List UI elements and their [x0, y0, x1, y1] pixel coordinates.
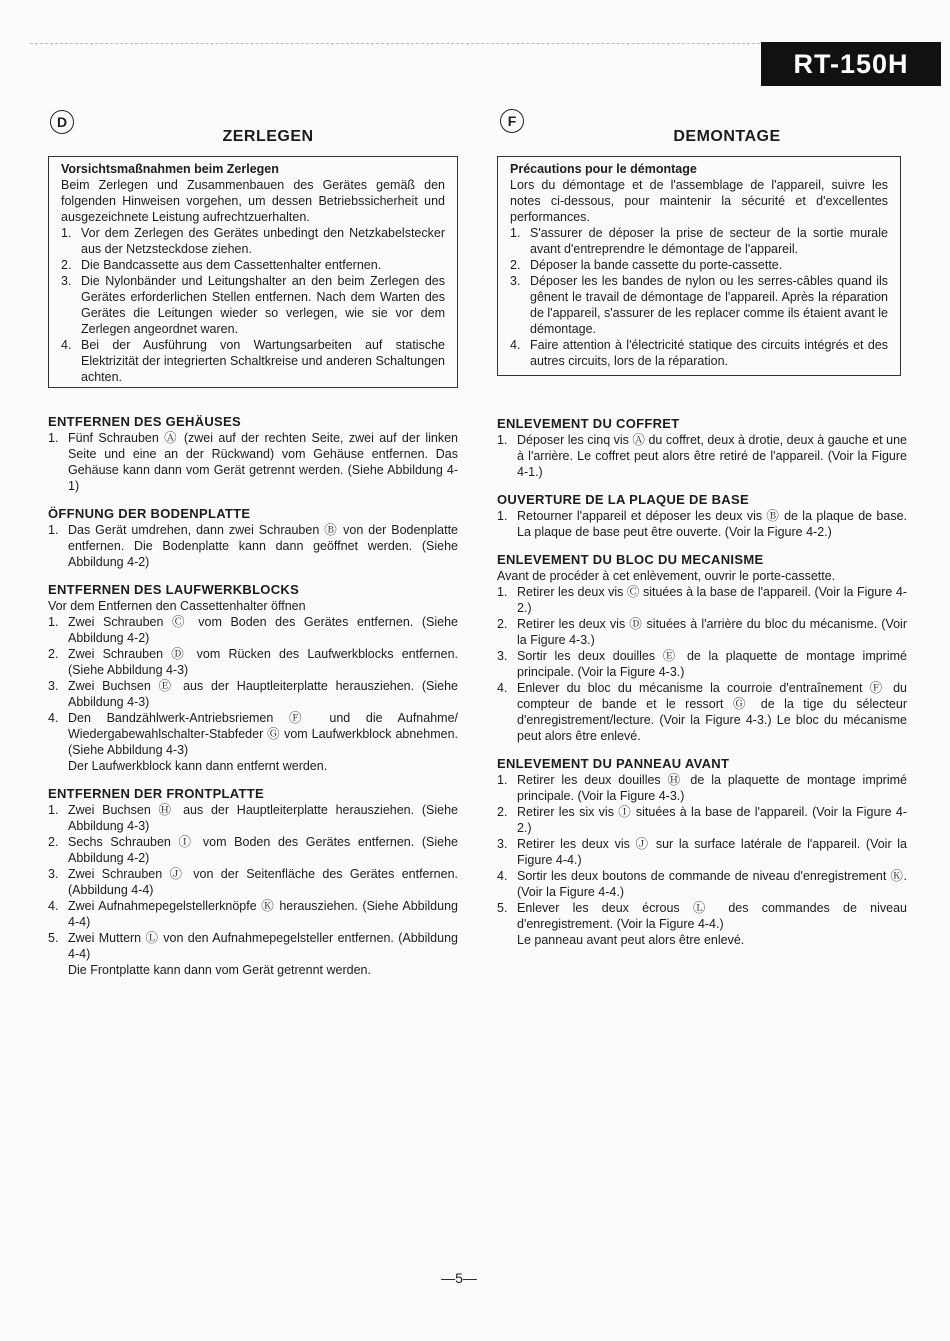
section-title: ÖFFNUNG DER BODENPLATTE: [48, 506, 251, 521]
section-steps: [48, 430, 458, 494]
list-item: [61, 337, 445, 385]
list-number: 3.: [497, 649, 508, 663]
list-item: [48, 802, 458, 834]
list-text: Sortir les deux boutons de commande de niveau d'enregistrement Ⓚ. (Voir la Figure 4-4.): [517, 869, 907, 899]
list-text: Déposer les les bandes de nylon ou les serres-câbles quand ils gênent le travail de démontage de l'appareil. Après la réparation de l'appareil, s'assurer de les replacer comme ils étaient avant le démontage.: [530, 274, 888, 336]
list-text: Den Bandzählwerk-Antriebsriemen Ⓕ und die Aufnahme/ Wiedergabewahlschalter-Stabfeder Ⓖ vom Laufwerkblock abnehmen. (Siehe Abbildung 4-3): [68, 711, 458, 757]
list-number: 2.: [61, 258, 72, 272]
german-precautions-box: [48, 156, 458, 388]
list-item: [48, 646, 458, 678]
list-item: [497, 868, 907, 900]
precautions-text: Beim Zerlegen und Zusammenbauen des Gerätes gemäß den folgenden Hinweisen vorgehen, um dessen Betriebssicherheit und ausgezeichnete Leistung aufrechtzuerhalten.: [61, 178, 445, 224]
list-text: Sechs Schrauben Ⓘ vom Boden des Gerätes entfernen. (Siehe Abbildung 4-2): [68, 835, 458, 865]
list-number: 1.: [497, 433, 508, 447]
model-badge: RT-150H: [761, 42, 941, 86]
list-number: 4.: [497, 681, 508, 695]
list-text: Faire attention à l'électricité statique des circuits intégrés et des autres circuits, lors de la réparation.: [530, 338, 888, 368]
list-text: Zwei Buchsen Ⓗ aus der Hauptleiterplatte herausziehen. (Siehe Abbildung 4-3): [68, 803, 458, 833]
list-number: 2.: [510, 258, 521, 272]
section-steps: [48, 614, 458, 758]
list-text: Retourner l'appareil et déposer les deux vis Ⓑ de la plaque de base. La plaque de base peut être ouverte. (Voir la Figure 4-2.): [517, 509, 907, 539]
list-text: Das Gerät umdrehen, dann zwei Schrauben Ⓑ von der Bodenplatte entfernen. Die Bodenplatte kann dann geöffnet werden. (Siehe Abbildung 4-2): [68, 523, 458, 569]
list-number: 3.: [48, 679, 59, 693]
list-item: [61, 225, 445, 257]
list-number: 4.: [61, 338, 72, 352]
list-text: Zwei Buchsen Ⓔ aus der Hauptleiterplatte herausziehen. (Siehe Abbildung 4-3): [68, 679, 458, 709]
german-sections: [48, 414, 458, 990]
list-item: [497, 432, 907, 480]
list-text: Fünf Schrauben Ⓐ (zwei auf der rechten Seite, zwei auf der linken Seite und eine an der Rückwand) vom Gehäuse entfernen. Das Gehäuse kann dann vom Gerät getrennt werden. (Siehe Abbildung 4-1): [68, 431, 458, 493]
german-header: [48, 108, 458, 156]
list-item: [497, 836, 907, 868]
list-number: 1.: [48, 615, 59, 629]
section-title: ENLEVEMENT DU BLOC DU MECANISME: [497, 552, 764, 567]
list-item: [48, 898, 458, 930]
precautions-title: Vorsichtsmaßnahmen beim Zerlegen: [61, 162, 279, 176]
list-text: Enlever du bloc du mécanisme la courroie d'entraînement Ⓕ du compteur de bande et le ressort Ⓖ de la tige du sélecteur d'enregistrement/lecture. (Voir la Figure 4-3.) Le bloc du mécanisme peut alors être enlevé.: [517, 681, 907, 743]
list-item: [510, 337, 888, 369]
procedure-section: [497, 552, 907, 744]
list-text: Bei der Ausführung von Wartungsarbeiten auf statische Elektrizität der integrierten Schaltkreise und anderen Schaltungen achten.: [81, 338, 445, 384]
list-text: Retirer les six vis Ⓘ situées à la base de l'appareil. (Voir la Figure 4-2.): [517, 805, 907, 835]
section-title: ENTFERNEN DES GEHÄUSES: [48, 414, 241, 429]
list-number: 2.: [497, 617, 508, 631]
list-number: 3.: [61, 274, 72, 288]
section-note: Die Frontplatte kann dann vom Gerät getrennt werden.: [68, 963, 371, 977]
list-item: [48, 710, 458, 758]
list-item: [497, 648, 907, 680]
list-text: Zwei Aufnahmepegelstellerknöpfe Ⓚ herausziehen. (Siehe Abbildung 4-4): [68, 899, 458, 929]
list-number: 3.: [48, 867, 59, 881]
list-number: 1.: [48, 523, 59, 537]
list-number: 3.: [497, 837, 508, 851]
list-text: Enlever les deux écrous Ⓛ des commandes de niveau d'enregistrement. (Voir la Figure 4-4.): [517, 901, 907, 931]
section-note: Der Laufwerkblock kann dann entfernt werden.: [68, 759, 328, 773]
section-intro: Avant de procéder à cet enlèvement, ouvrir le porte-cassette.: [497, 569, 836, 583]
section-title: ENLEVEMENT DU PANNEAU AVANT: [497, 756, 730, 771]
french-sections: [497, 416, 907, 960]
precautions-list: [61, 225, 445, 385]
list-number: 3.: [510, 274, 521, 288]
precautions-text: Lors du démontage et de l'assemblage de l'appareil, suivre les notes ci-dessous, pour maintenir la sécurité et d'excellentes performances.: [510, 178, 888, 224]
list-text: Déposer la bande cassette du porte-cassette.: [530, 258, 783, 272]
german-column: [48, 108, 458, 977]
header-rule: [30, 43, 760, 44]
section-steps: [48, 802, 458, 962]
list-item: [48, 866, 458, 898]
french-precautions-box: [497, 156, 901, 376]
list-item: [48, 678, 458, 710]
list-number: 4.: [48, 899, 59, 913]
list-text: Zwei Schrauben Ⓙ von der Seitenfläche des Gerätes entfernen. (Abbildung 4-4): [68, 867, 458, 897]
list-text: Retirer les deux vis Ⓒ situées à la base de l'appareil. (Voir la Figure 4-2.): [517, 585, 907, 615]
section-title: ENTFERNEN DES LAUFWERKBLOCKS: [48, 582, 300, 597]
procedure-section: [48, 582, 458, 774]
procedure-section: [48, 414, 458, 494]
french-title: DEMONTAGE: [673, 128, 781, 145]
list-item: [497, 804, 907, 836]
procedure-section: [48, 506, 458, 570]
section-title: OUVERTURE DE LA PLAQUE DE BASE: [497, 492, 749, 507]
procedure-section: [497, 416, 907, 480]
list-text: Déposer les cinq vis Ⓐ du coffret, deux à drotie, deux à gauche et une à l'arrière. Le coffret peut alors être retiré de l'appareil. (Voir la Figure 4-1.): [517, 433, 907, 479]
list-item: [48, 430, 458, 494]
page-number: —5—: [441, 1270, 477, 1286]
list-number: 1.: [497, 509, 508, 523]
section-steps: [497, 772, 907, 932]
list-item: [497, 584, 907, 616]
section-steps: [497, 508, 907, 540]
list-number: 5.: [497, 901, 508, 915]
list-number: 4.: [48, 711, 59, 725]
list-text: Zwei Schrauben Ⓒ vom Boden des Gerätes entfernen. (Siehe Abbildung 4-2): [68, 615, 458, 645]
section-steps: [48, 522, 458, 570]
french-header: [497, 108, 907, 156]
list-item: [497, 616, 907, 648]
list-number: 2.: [48, 647, 59, 661]
list-item: [510, 257, 888, 273]
list-text: Zwei Muttern Ⓛ von den Aufnahmepegelsteller entfernen. (Abbildung 4-4): [68, 931, 458, 961]
language-marker-d: D: [50, 110, 74, 134]
list-number: 4.: [510, 338, 521, 352]
list-item: [497, 680, 907, 744]
list-number: 1.: [497, 585, 508, 599]
list-number: 4.: [497, 869, 508, 883]
list-number: 1.: [510, 226, 521, 240]
list-item: [61, 273, 445, 337]
list-text: Vor dem Zerlegen des Gerätes unbedingt den Netzkabelstecker aus der Netzsteckdose ziehen.: [81, 226, 445, 256]
list-item: [48, 834, 458, 866]
german-title: ZERLEGEN: [222, 128, 314, 145]
list-item: [497, 900, 907, 932]
list-text: Die Bandcassette aus dem Cassettenhalter entfernen.: [81, 258, 382, 272]
list-item: [497, 508, 907, 540]
list-number: 1.: [48, 431, 59, 445]
section-note: Le panneau avant peut alors être enlevé.: [517, 933, 745, 947]
list-number: 5.: [48, 931, 59, 945]
precautions-title: Précautions pour le démontage: [510, 162, 697, 176]
list-item: [510, 273, 888, 337]
list-text: Retirer les deux vis Ⓙ sur la surface latérale de l'appareil. (Voir la Figure 4-4.): [517, 837, 907, 867]
list-item: [497, 772, 907, 804]
procedure-section: [48, 786, 458, 978]
list-item: [61, 257, 445, 273]
list-number: 2.: [48, 835, 59, 849]
section-intro: Vor dem Entfernen den Cassettenhalter öffnen: [48, 599, 306, 613]
list-text: Sortir les deux douilles Ⓔ de la plaquette de montage imprimé principale. (Voir la Figure 4-3.): [517, 649, 907, 679]
list-text: Retirer les deux vis Ⓓ situées à l'arrière du bloc du mécanisme. (Voir la Figure 4-3.): [517, 617, 907, 647]
list-item: [48, 614, 458, 646]
procedure-section: [497, 492, 907, 540]
section-steps: [497, 584, 907, 744]
section-steps: [497, 432, 907, 480]
french-column: [497, 108, 907, 947]
list-number: 1.: [61, 226, 72, 240]
section-title: ENTFERNEN DER FRONTPLATTE: [48, 786, 264, 801]
list-item: [48, 930, 458, 962]
list-text: Retirer les deux douilles Ⓗ de la plaquette de montage imprimé principale. (Voir la Figure 4-3.): [517, 773, 907, 803]
list-number: 2.: [497, 805, 508, 819]
procedure-section: [497, 756, 907, 948]
list-text: Zwei Schrauben Ⓓ vom Rücken des Laufwerkblocks entfernen. (Siehe Abbildung 4-3): [68, 647, 458, 677]
precautions-list: [510, 225, 888, 369]
list-number: 1.: [48, 803, 59, 817]
list-item: [48, 522, 458, 570]
section-title: ENLEVEMENT DU COFFRET: [497, 416, 680, 431]
list-text: S'assurer de déposer la prise de secteur de la sortie murale avant d'entreprendre le démontage de l'appareil.: [530, 226, 888, 256]
language-marker-f: F: [500, 109, 524, 133]
list-number: 1.: [497, 773, 508, 787]
list-text: Die Nylonbänder und Leitungshalter an den beim Zerlegen des Gerätes erforderlichen Stellen entfernen. Nach dem Warten des Gerätes die Leitungen wieder so verlegen, wie sie vor dem Zerlegen angeordnet waren.: [81, 274, 445, 336]
list-item: [510, 225, 888, 257]
